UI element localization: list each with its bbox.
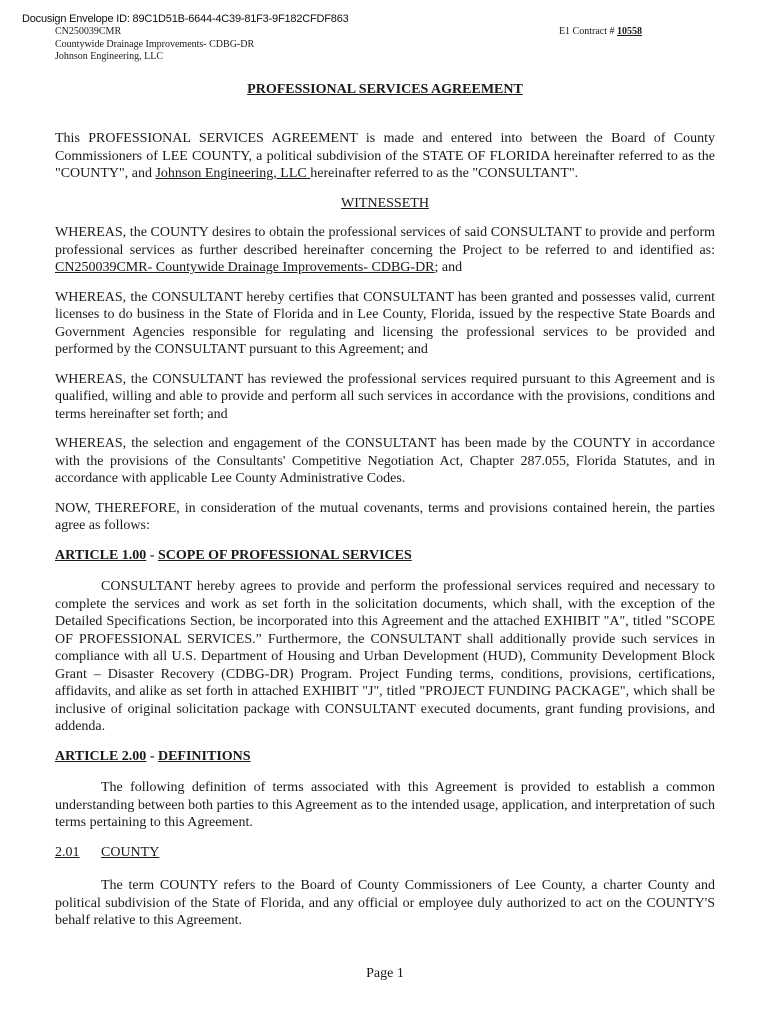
contract-number-value: 10558 xyxy=(617,26,642,37)
whereas-paragraph-3: WHEREAS, the CONSULTANT has reviewed the professional services required pursuant to this Agreement and is qualified, willing and able to provide and perform all such services in accordance with the provisions, conditions and terms hereinafter set forth; and xyxy=(55,371,715,422)
page-number: Page 1 xyxy=(366,966,404,981)
witnesseth-heading: WITNESSETH xyxy=(341,195,429,211)
project-name: CN250039CMR- Countywide Drainage Improvements- CDBG-DR xyxy=(55,260,435,275)
now-therefore-paragraph: NOW, THEREFORE, in consideration of the mutual covenants, terms and provisions contained herein, the parties agree as follows: xyxy=(55,500,715,533)
article-1-heading: ARTICLE 1.00 - SCOPE OF PROFESSIONAL SERVICES xyxy=(55,547,412,563)
contract-number xyxy=(559,26,642,37)
intro-paragraph: This PROFESSIONAL SERVICES AGREEMENT is made and entered into between the Board of County Commissioners of LEE COUNTY, a political subdivision of the STATE OF FLORIDA hereinafter referred to as the "COUNTY", and Johnson Engineering, LLC hereinafter referred to as the "CONSULTANT". xyxy=(55,131,715,181)
document-body xyxy=(55,130,715,942)
article-2-text: The following definition of terms associated with this Agreement is provided to establish a common understanding between both parties to this Agreement as to the intended usage, application, and interpretation of such terms pertaining to this Agreement. xyxy=(55,780,715,830)
article-1-text: CONSULTANT hereby agrees to provide and perform the professional services required and necessary to complete the services and work as set forth in the solicitation documents, which shall, with the exception of the Detailed Specifications Section, be incorporated into this Agreement and the attached EXHIBIT "A", titled "SCOPE OF PROFESSIONAL SERVICES.” Furthermore, the CONSULTANT shall additionally provide such services in compliance with all U.S. Department of Housing and Urban Development (HUD), Community Development Block Grant – Disaster Recovery (CDBG-DR) Program. Project Funding terms, conditions, provisions, certifications, affidavits, and alike as set forth in attached EXHIBIT "J", titled "PROJECT FUNDING PACKAGE", which shall be inclusive of original solicitation package with CONSULTANT executed documents, grant funding provisions, and addenda. xyxy=(55,579,715,734)
whereas-paragraph-1: WHEREAS, the COUNTY desires to obtain the professional services of said CONSULTANT to provide and perform professional services as further described hereinafter concerning the Project to be referred to and identified as: CN250039CMR- Countywide Drainage Improvements- CDBG-DR; and xyxy=(55,225,715,275)
section-2-01-heading: 2.01 COUNTY xyxy=(55,844,160,860)
header-solicitation-number: CN250039CMR xyxy=(55,26,122,37)
article-2-heading: ARTICLE 2.00 - DEFINITIONS xyxy=(55,748,251,764)
consultant-name: Johnson Engineering, LLC xyxy=(155,166,311,181)
document-title: PROFESSIONAL SERVICES AGREEMENT xyxy=(247,82,523,97)
header-project-name: Countywide Drainage Improvements- CDBG-DR xyxy=(55,38,255,50)
contract-label: E1 Contract # xyxy=(558,26,617,37)
document-header-left xyxy=(55,26,254,64)
docusign-envelope-id: Docusign Envelope ID: 89C1D51B-6644-4C39-81F3-9F182CFDF863 xyxy=(22,13,349,25)
whereas-paragraph-4: WHEREAS, the selection and engagement of the CONSULTANT has been made by the COUNTY in accordance with the provisions of the Consultants' Competitive Negotiation Act, Chapter 287.055, Florida Statutes, and in accordance with applicable Lee County Administrative Codes. xyxy=(55,436,715,486)
section-2-01-text: The term COUNTY refers to the Board of County Commissioners of Lee County, a charter County and political subdivision of the State of Florida, and any official or employee duly authorized to act on the COUNTY'S behalf relative to this Agreement. xyxy=(55,878,715,928)
header-consultant-name: Johnson Engineering, LLC xyxy=(55,51,164,62)
whereas-paragraph-2: WHEREAS, the CONSULTANT hereby certifies that CONSULTANT has been granted and possesses valid, current licenses to do business in the State of Florida and in Lee County, Florida, issued by the respective State Boards and Government Agencies responsible for regulating and licensing the professional services to be provided and performed by the CONSULTANT pursuant to this Agreement; and xyxy=(55,289,715,357)
